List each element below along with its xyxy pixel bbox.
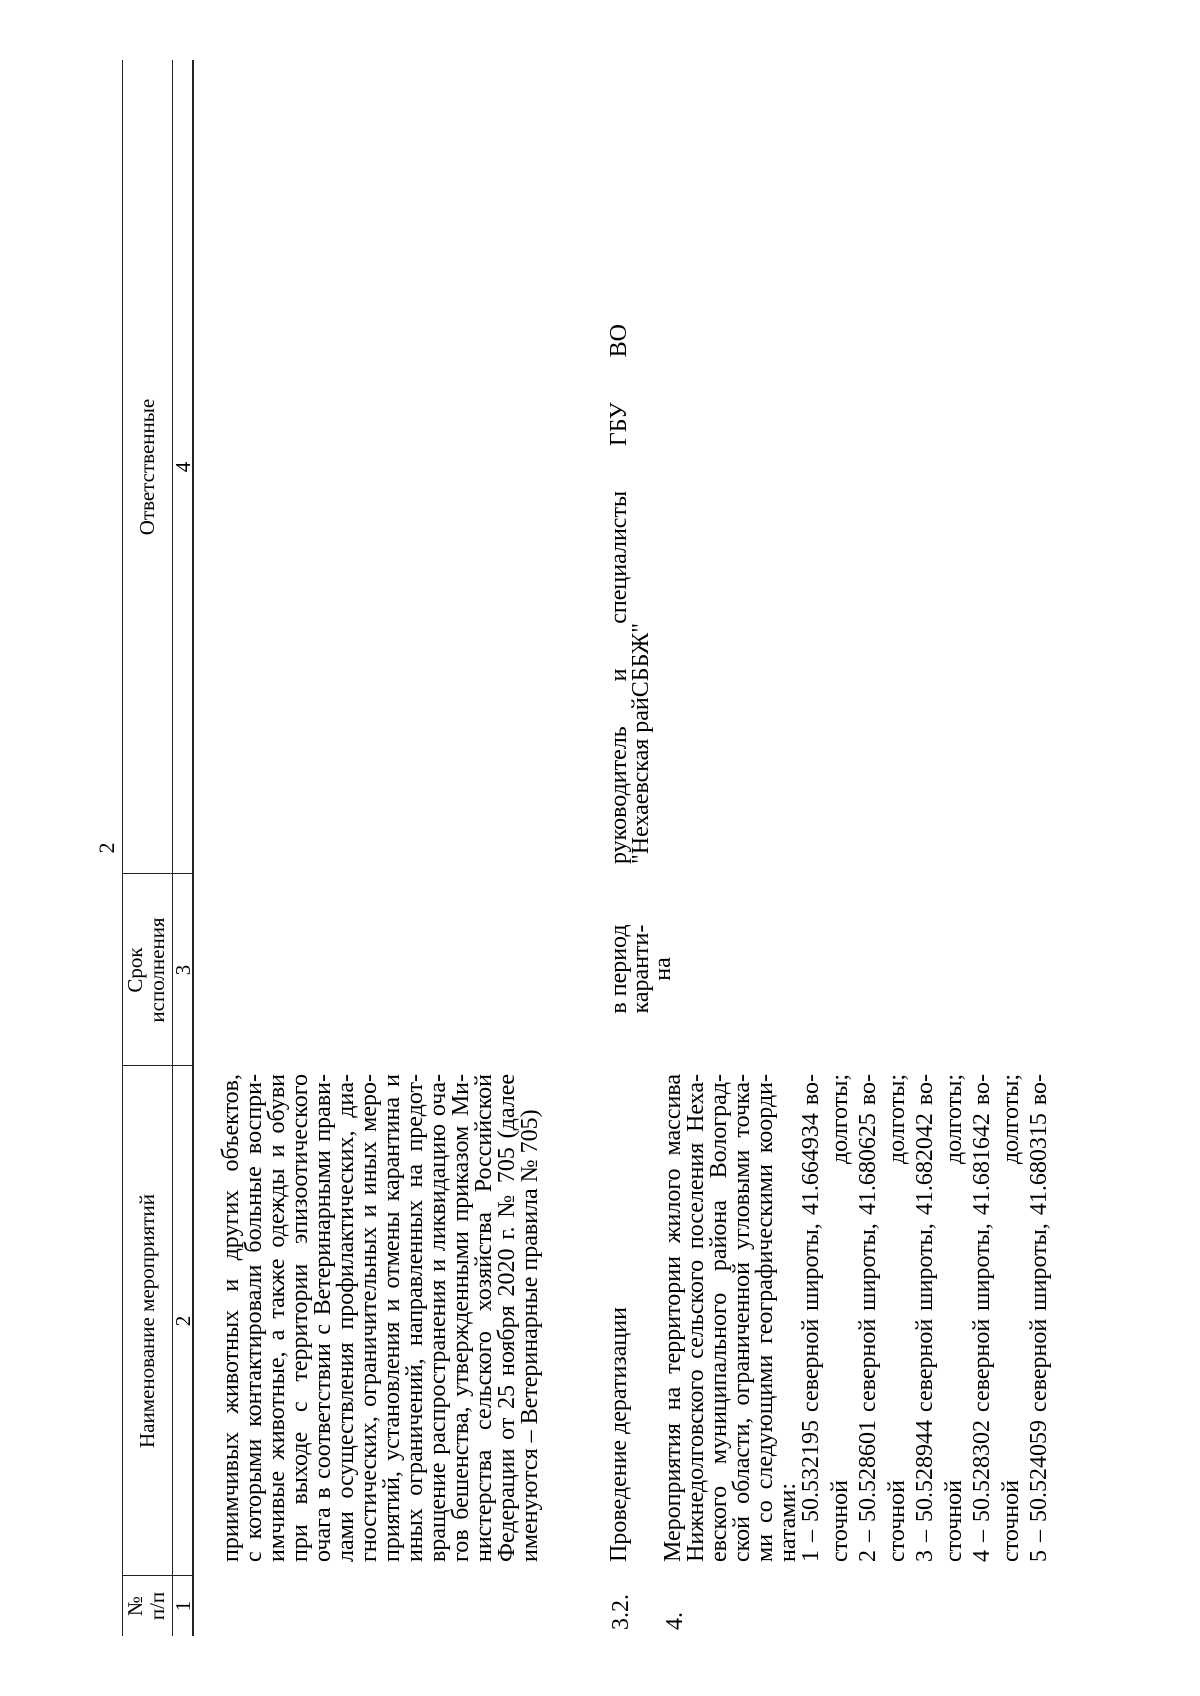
header-col-term-line2: исполнения bbox=[145, 917, 169, 1023]
header-col-number bbox=[124, 1576, 168, 1636]
text-line: натами: bbox=[775, 1482, 801, 1562]
text-line: имчивые животные, а также одежды и обуви bbox=[264, 1074, 290, 1562]
row-name bbox=[662, 1074, 1051, 1562]
text-line: при выходе с территории эпизоотического bbox=[287, 1074, 313, 1562]
resp-word: ВО bbox=[606, 324, 632, 358]
header-num-3: 3 bbox=[171, 964, 195, 976]
resp-word: ГБУ bbox=[606, 402, 632, 447]
coordinate-list bbox=[800, 1074, 1051, 1562]
coordinate-line: 2 – 50.528601 северной широты, 41.680625 во- bbox=[855, 1074, 881, 1562]
resp-word: руководитель bbox=[606, 726, 632, 864]
text-line: приимчивых животных и других объектов, bbox=[218, 1074, 244, 1562]
coordinate-line: 4 – 50.528302 северной широты, 41.681642 во- bbox=[969, 1074, 995, 1562]
responsible-line1 bbox=[608, 324, 630, 864]
text-line: Федерации от 25 ноября 2020 г. № 705 (далее bbox=[494, 1074, 520, 1562]
coordinate-line: сточной долготы; bbox=[998, 1074, 1024, 1562]
resp-word: специалисты bbox=[606, 490, 632, 624]
row-name bbox=[608, 1074, 631, 1562]
header-col-term bbox=[124, 874, 168, 1066]
continuation-text bbox=[220, 1074, 542, 1562]
header-num-4: 4 bbox=[171, 461, 195, 473]
term-line1: в период каранти- bbox=[606, 924, 654, 1014]
coordinate-line: 5 – 50.524059 северной широты, 41.680315 во- bbox=[1026, 1074, 1052, 1562]
row-responsible bbox=[608, 324, 652, 864]
text-line: гов бешенства, утвержденными приказом Ми- bbox=[448, 1074, 474, 1562]
header-num-1: 1 bbox=[171, 1600, 195, 1612]
responsible-line2: "Нехаевская райСББЖ" bbox=[628, 622, 654, 864]
text-line: евского муниципального района Волоград- bbox=[706, 1074, 732, 1562]
text-line: именуются – Ветеринарные правила № 705) bbox=[517, 1109, 543, 1562]
coordinate-line: 3 – 50.528944 северной широты, 41.682042 во- bbox=[912, 1074, 938, 1562]
text-line: вращение распространения и ликвидацию оча- bbox=[425, 1074, 451, 1562]
rotated-page bbox=[60, 60, 1140, 1636]
text-line: очага в соответствии с Ветеринарными прави- bbox=[310, 1074, 336, 1562]
coordinate-line: 1 – 50.532195 северной широты, 41.664934 во- bbox=[798, 1074, 824, 1562]
text-line: ской области, ограниченной угловыми точка- bbox=[729, 1074, 755, 1562]
row-number: 3.2. bbox=[608, 1594, 634, 1630]
header-top-border bbox=[122, 60, 123, 1636]
text-line: Нижнедолговского сельского поселения Неха- bbox=[683, 1074, 709, 1562]
text-line: лами осуществления профилактических, диа- bbox=[333, 1074, 359, 1562]
text-line: ми со следующими географическими коорди- bbox=[752, 1074, 778, 1562]
text-line: нистерства сельского хозяйства Российской bbox=[471, 1074, 497, 1562]
text-line: иных ограничений, направленных на предот- bbox=[402, 1074, 428, 1562]
text-line: гностических, ограничительных и иных меро- bbox=[356, 1074, 382, 1562]
resp-word: и bbox=[606, 668, 632, 682]
header-col-name: Наименование мероприятий bbox=[135, 1194, 159, 1448]
coordinate-line: сточной долготы; bbox=[827, 1074, 853, 1562]
row-number: 4. bbox=[662, 1612, 688, 1630]
text-line: с которыми контактировали больные воспри- bbox=[241, 1074, 267, 1562]
text-line: Мероприятия на территории жилого массива bbox=[660, 1074, 686, 1562]
header-col-resp: Ответственные bbox=[135, 398, 159, 536]
text-line: Проведение дератизации bbox=[606, 1307, 632, 1562]
row-term bbox=[608, 884, 674, 1054]
header-col-number-line1: № bbox=[123, 1595, 147, 1617]
coordinate-line: сточной долготы; bbox=[884, 1074, 910, 1562]
header-col-term-line1: Срок bbox=[123, 947, 147, 993]
page-number: 2 bbox=[94, 842, 119, 854]
term-line2: на bbox=[650, 957, 676, 981]
coordinate-line: сточной долготы; bbox=[941, 1074, 967, 1562]
header-num-2: 2 bbox=[171, 1315, 195, 1327]
text-line: приятий, установления и отмены карантина и bbox=[379, 1074, 405, 1562]
header-col-number-line2: п/п bbox=[145, 1591, 169, 1621]
